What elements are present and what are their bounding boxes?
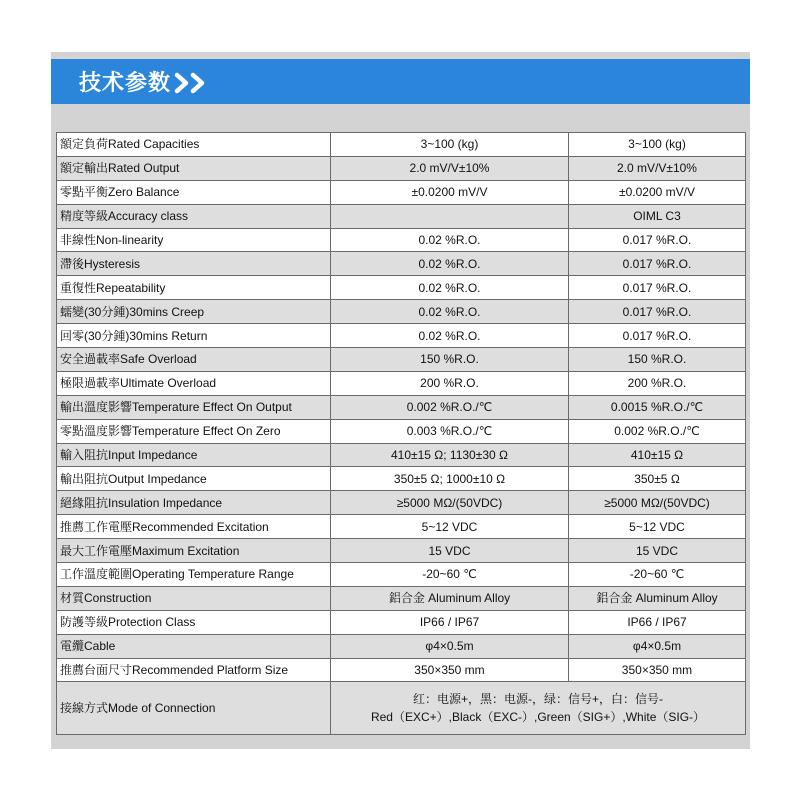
spec-value-col2: 15 VDC <box>569 539 746 563</box>
spec-value-col2: 2.0 mV/V±10% <box>569 156 746 180</box>
spec-value-col1: -20~60 ℃ <box>331 563 569 587</box>
spec-value-col2: 0.017 %R.O. <box>569 324 746 348</box>
spec-label: 電纜Cable <box>57 634 331 658</box>
spec-value-col2: 200 %R.O. <box>569 371 746 395</box>
spec-label: 輸出阻抗Output Impedance <box>57 467 331 491</box>
spec-value-col1: 0.02 %R.O. <box>331 228 569 252</box>
spec-value-col1: 0.02 %R.O. <box>331 300 569 324</box>
spec-value-col1: ≥5000 MΩ/(50VDC) <box>331 491 569 515</box>
spec-value-col1: 2.0 mV/V±10% <box>331 156 569 180</box>
spec-value-col2: 0.017 %R.O. <box>569 252 746 276</box>
table-row <box>57 180 746 204</box>
spec-value-col2: 410±15 Ω <box>569 443 746 467</box>
spec-value-col1: 0.02 %R.O. <box>331 252 569 276</box>
spec-label: 重復性Repeatability <box>57 276 331 300</box>
table-row <box>57 395 746 419</box>
table-row <box>57 371 746 395</box>
spec-value-col1: 15 VDC <box>331 539 569 563</box>
spec-value-col2: OIML C3 <box>569 204 746 228</box>
connection-line-chinese: 红：电源+，黑：电源-，绿：信号+，白：信号- <box>412 692 663 707</box>
spec-value-col1: ±0.0200 mV/V <box>331 180 569 204</box>
spec-label: 回零(30分鍾)30mins Return <box>57 324 331 348</box>
spec-value-col2: 350±5 Ω <box>569 467 746 491</box>
spec-label: 最大工作電壓Maximum Excitation <box>57 539 331 563</box>
spec-value-col1: 200 %R.O. <box>331 371 569 395</box>
spec-label: 蠕變(30分鍾)30mins Creep <box>57 300 331 324</box>
connection-value <box>331 682 746 735</box>
table-row <box>57 204 746 228</box>
spec-value-col1: 150 %R.O. <box>331 348 569 372</box>
table-row-connection <box>57 682 746 735</box>
spec-label: 材質Construction <box>57 586 331 610</box>
table-row <box>57 515 746 539</box>
spec-value-col1: 3~100 (kg) <box>331 133 569 157</box>
spec-value-col1: 0.02 %R.O. <box>331 324 569 348</box>
spec-value-col2: 350×350 mm <box>569 658 746 682</box>
table-row <box>57 634 746 658</box>
spec-value-col1: 350×350 mm <box>331 658 569 682</box>
section-banner <box>51 59 750 104</box>
spec-value-col1: 5~12 VDC <box>331 515 569 539</box>
spec-label: 非線性Non-linearity <box>57 228 331 252</box>
spec-label: 滯後Hysteresis <box>57 252 331 276</box>
table-row <box>57 300 746 324</box>
spec-value-col1: 0.002 %R.O./℃ <box>331 395 569 419</box>
table-row <box>57 348 746 372</box>
spec-table <box>56 132 746 735</box>
spec-table-body <box>57 133 746 735</box>
spec-value-col1: 0.003 %R.O./℃ <box>331 419 569 443</box>
spec-value-col2: 0.017 %R.O. <box>569 228 746 252</box>
spec-value-col1: 410±15 Ω; 1130±30 Ω <box>331 443 569 467</box>
section-title: 技术参数 <box>79 71 172 96</box>
spec-value-col2: 5~12 VDC <box>569 515 746 539</box>
spec-label: 輸出溫度影響Temperature Effect On Output <box>57 395 331 419</box>
spec-value-col1: φ4×0.5m <box>331 634 569 658</box>
table-row <box>57 324 746 348</box>
table-row <box>57 586 746 610</box>
table-row <box>57 252 746 276</box>
spec-value-col2: 3~100 (kg) <box>569 133 746 157</box>
table-row <box>57 156 746 180</box>
spec-value-col2: 0.002 %R.O./℃ <box>569 419 746 443</box>
spec-label: 零點溫度影響Temperature Effect On Zero <box>57 419 331 443</box>
spec-label: 額定負荷Rated Capacities <box>57 133 331 157</box>
spec-label: 極限過載率Ultimate Overload <box>57 371 331 395</box>
table-row <box>57 419 746 443</box>
spec-label: 推薦工作電壓Recommended Excitation <box>57 515 331 539</box>
table-row <box>57 276 746 300</box>
spec-label: 零點平衡Zero Balance <box>57 180 331 204</box>
spec-value-col2: ≥5000 MΩ/(50VDC) <box>569 491 746 515</box>
spec-label: 推薦台面尺寸Recommended Platform Size <box>57 658 331 682</box>
spec-label: 工作溫度範圍Operating Temperature Range <box>57 563 331 587</box>
spec-value-col2: 0.0015 %R.O./℃ <box>569 395 746 419</box>
spec-label: 精度等級Accuracy class <box>57 204 331 228</box>
spec-value-col1: 鋁合金 Aluminum Alloy <box>331 586 569 610</box>
spec-value-col1 <box>331 204 569 228</box>
spec-value-col2: IP66 / IP67 <box>569 610 746 634</box>
spec-label: 防護等級Protection Class <box>57 610 331 634</box>
spec-label: 輸入阻抗Input Impedance <box>57 443 331 467</box>
spec-label: 接線方式Mode of Connection <box>57 682 331 735</box>
table-row <box>57 563 746 587</box>
spec-value-col2: φ4×0.5m <box>569 634 746 658</box>
spec-value-col2: 0.017 %R.O. <box>569 276 746 300</box>
table-row <box>57 491 746 515</box>
table-row <box>57 539 746 563</box>
table-row <box>57 133 746 157</box>
spec-label: 絕緣阻抗Insulation Impedance <box>57 491 331 515</box>
spec-value-col1: 0.02 %R.O. <box>331 276 569 300</box>
connection-line-english: Red（EXC+）,Black（EXC-）,Green（SIG+）,White（SIG-） <box>370 710 706 725</box>
spec-value-col2: 0.017 %R.O. <box>569 300 746 324</box>
spec-value-col2: ±0.0200 mV/V <box>569 180 746 204</box>
table-row <box>57 658 746 682</box>
table-row <box>57 467 746 491</box>
table-row <box>57 443 746 467</box>
double-chevron-right-icon <box>174 72 210 94</box>
table-row <box>57 228 746 252</box>
spec-value-col2: 鋁合金 Aluminum Alloy <box>569 586 746 610</box>
spec-label: 額定輸出Rated Output <box>57 156 331 180</box>
spec-value-col2: -20~60 ℃ <box>569 563 746 587</box>
table-row <box>57 610 746 634</box>
spec-value-col1: IP66 / IP67 <box>331 610 569 634</box>
spec-label: 安全過載率Safe Overload <box>57 348 331 372</box>
spec-value-col2: 150 %R.O. <box>569 348 746 372</box>
spec-value-col1: 350±5 Ω; 1000±10 Ω <box>331 467 569 491</box>
